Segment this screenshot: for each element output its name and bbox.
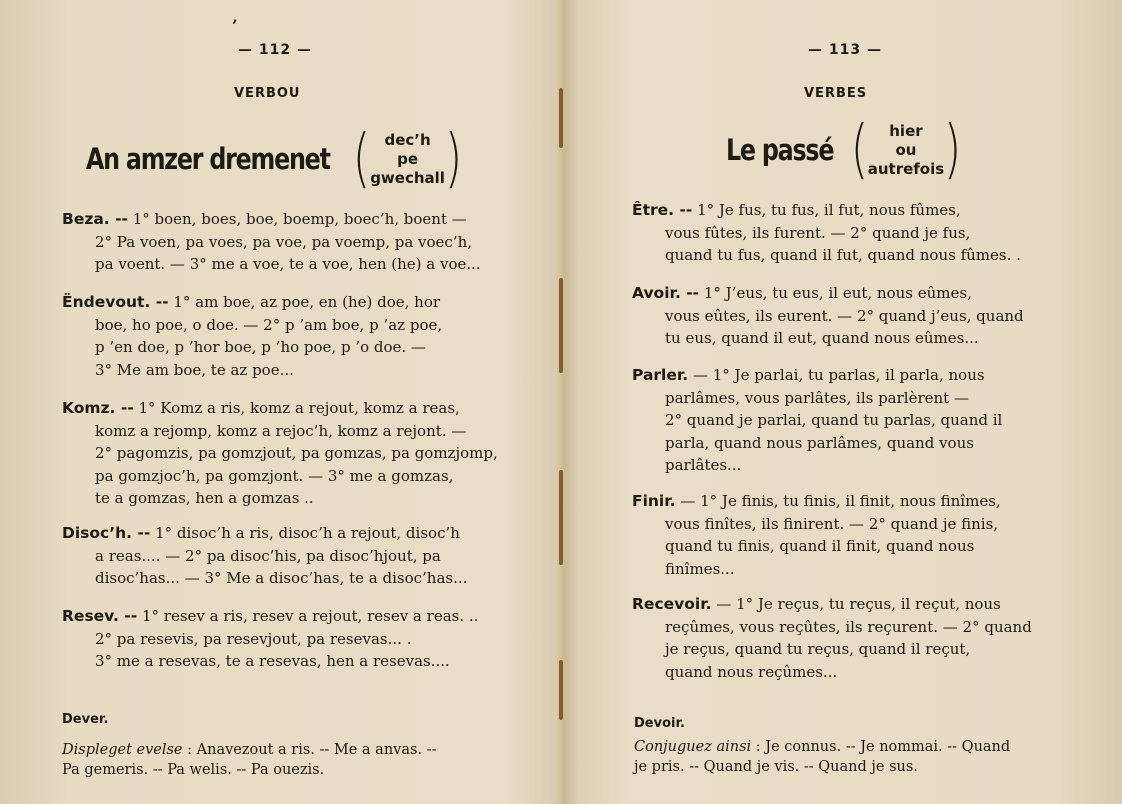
conjugation-line: te a gomzas, hen a gomzas .. (95, 489, 314, 507)
conjugation-line: 3° Me am boe, te az poe... (95, 360, 294, 379)
verb-head: Resev. -- (62, 607, 138, 625)
conjugation-line: 1° boen, boes, boe, boemp, boec’h, boent — (127, 210, 467, 228)
conjugation-line: parla, quand nous parlâmes, quand vous (665, 433, 974, 452)
verb-head: Être. -- (632, 201, 693, 219)
conjugation-line: reçûmes, vous reçûtes, ils reçurent. — 2° quand (665, 617, 1032, 636)
conjugation-entry (62, 397, 502, 510)
conjugation-line: quand tu fus, quand il fut, quand nous fûmes. . (665, 246, 1021, 264)
conjugation-line: disoc’has... — 3° Me a disoc’has, te a disoc’has... (95, 569, 468, 587)
conjugation-line: 1° Komz a ris, komz a rejout, komz a reas, (133, 399, 460, 417)
open-paren: ( (850, 113, 868, 187)
conjugation-line: boe, ho poe, o doe. — 2° p ’am boe, p ’az poe, (95, 315, 443, 334)
title-option: hier (889, 121, 923, 140)
verb-head: Ëndevout. -- (62, 293, 169, 311)
exercise-line: : Je connus. -- Je nommai. -- Quand (751, 739, 1011, 755)
conjugation-entry (632, 199, 1068, 267)
conjugation-line: — 1° Je reçus, tu reçus, il reçut, nous (711, 595, 1001, 613)
section-heading: VERBES (804, 86, 868, 101)
conjugation-line: quand nous reçûmes... (665, 662, 838, 681)
conjugation-entry (632, 490, 1068, 580)
conjugation-entry (632, 593, 1068, 683)
verb-head: Beza. -- (62, 210, 128, 228)
verb-head: Recevoir. (632, 595, 712, 613)
exercise-text (634, 737, 1074, 777)
conjugation-line: vous eûtes, ils eurent. — 2° quand j’eus, quand (665, 306, 1024, 325)
conjugation-entry (62, 291, 502, 381)
conjugation-line: vous finîtes, ils finirent. — 2° quand je finis, (665, 514, 999, 533)
title-options (370, 131, 445, 188)
exercise-lead: Conjuguez ainsi (634, 739, 752, 755)
left-page (0, 0, 560, 804)
exercise-line: : Anavezout a ris. -- Me a anvas. -- (182, 742, 437, 758)
conjugation-line: quand tu finis, quand il finit, quand nous (665, 537, 975, 555)
conjugation-line: 2° Pa voen, pa voes, pa voe, pa voemp, pa voec’h, (95, 232, 473, 251)
exercise-line: je pris. -- Quand je vis. -- Quand je sus. (634, 759, 918, 775)
conjugation-line: 2° pa resevis, pa resevjout, pa resevas... . (95, 629, 412, 648)
conjugation-entry (62, 522, 502, 590)
conjugation-line: 1° J’eus, tu eus, il eut, nous eûmes, (699, 284, 972, 302)
conjugation-line: parlâtes... (665, 456, 742, 474)
open-paren: ( (352, 122, 371, 196)
conjugation-line: 2° pagomzis, pa gomzjout, pa gomzas, pa gomzjomp, (95, 444, 498, 462)
title-text: An amzer dremenet (86, 142, 330, 176)
exercise-text (62, 740, 512, 780)
page-number: — 112 — (238, 42, 312, 58)
conjugation-entry (632, 282, 1068, 350)
verb-head: Parler. (632, 366, 689, 384)
conjugation-line: pa gomzjoc’h, pa gomzjont. — 3° me a gomzas, (95, 466, 454, 485)
conjugation-line: komz a rejomp, komz a rejoc’h, komz a rejont. — (95, 421, 467, 440)
right-page (562, 0, 1122, 804)
conjugation-line: 1° Je fus, tu fus, il fut, nous fûmes, (692, 201, 961, 219)
title-options (868, 122, 944, 179)
title-option: gwechall (370, 168, 445, 187)
conjugation-entry (632, 364, 1068, 477)
conjugation-entry (62, 605, 502, 673)
conjugation-line: 1° resev a ris, resev a rejout, resev a reas. .. (137, 607, 479, 625)
exercise-lead: Displeget evelse (62, 742, 183, 758)
conjugation-line: p ’en doe, p ’hor boe, p ’ho poe, p ’o doe. — (95, 338, 426, 356)
conjugation-line: 2° quand je parlai, quand tu parlas, quand il (665, 411, 1003, 429)
verb-head: Komz. -- (62, 399, 134, 417)
title-option: dec’h (384, 130, 431, 149)
title-option: pe (397, 149, 419, 168)
conjugation-line: 3° me a resevas, te a resevas, hen a resevas.... (95, 652, 450, 670)
conjugation-line: tu eus, quand il eut, quand nous eûmes... (665, 329, 979, 347)
verb-head: Finir. (632, 492, 676, 510)
close-paren: ) (444, 122, 463, 196)
lesson-title (726, 113, 965, 187)
conjugation-line: finîmes... (665, 559, 735, 578)
title-text: Le passé (726, 133, 834, 167)
conjugation-line: 1° disoc’h a ris, disoc’h a rejout, disoc’h (150, 524, 460, 542)
section-heading: VERBOU (234, 86, 301, 101)
conjugation-line: je reçus, quand tu reçus, quand il reçut, (665, 640, 971, 658)
verb-head: Disoc’h. -- (62, 524, 151, 542)
conjugation-line: 1° am boe, az poe, en (he) doe, hor (168, 293, 441, 311)
conjugation-line: — 1° Je parlai, tu parlas, il parla, nous (688, 366, 985, 384)
title-option: autrefois (867, 159, 945, 178)
close-paren: ) (943, 113, 962, 187)
conjugation-line: — 1° Je finis, tu finis, il finit, nous finîmes, (675, 492, 1001, 510)
title-option: ou (895, 140, 917, 159)
exercise-line: Pa gemeris. -- Pa welis. -- Pa ouezis. (62, 762, 325, 778)
conjugation-line: vous fûtes, ils furent. — 2° quand je fus, (665, 223, 971, 242)
conjugation-entry (62, 208, 502, 276)
lesson-title (86, 122, 466, 196)
conjugation-line: pa voent. — 3° me a voe, te a voe, hen (he) a voe... (95, 255, 481, 273)
exercise-title: Devoir. (634, 716, 685, 731)
page-number: — 113 — (808, 42, 882, 58)
conjugation-line: parlâmes, vous parlâtes, ils parlèrent — (665, 388, 969, 407)
conjugation-line: a reas.... — 2° pa disoc’his, pa disoc’hjout, pa (95, 546, 441, 565)
exercise-title: Dever. (62, 712, 109, 727)
verb-head: Avoir. -- (632, 284, 700, 302)
printer-mark: ’ (232, 16, 238, 35)
